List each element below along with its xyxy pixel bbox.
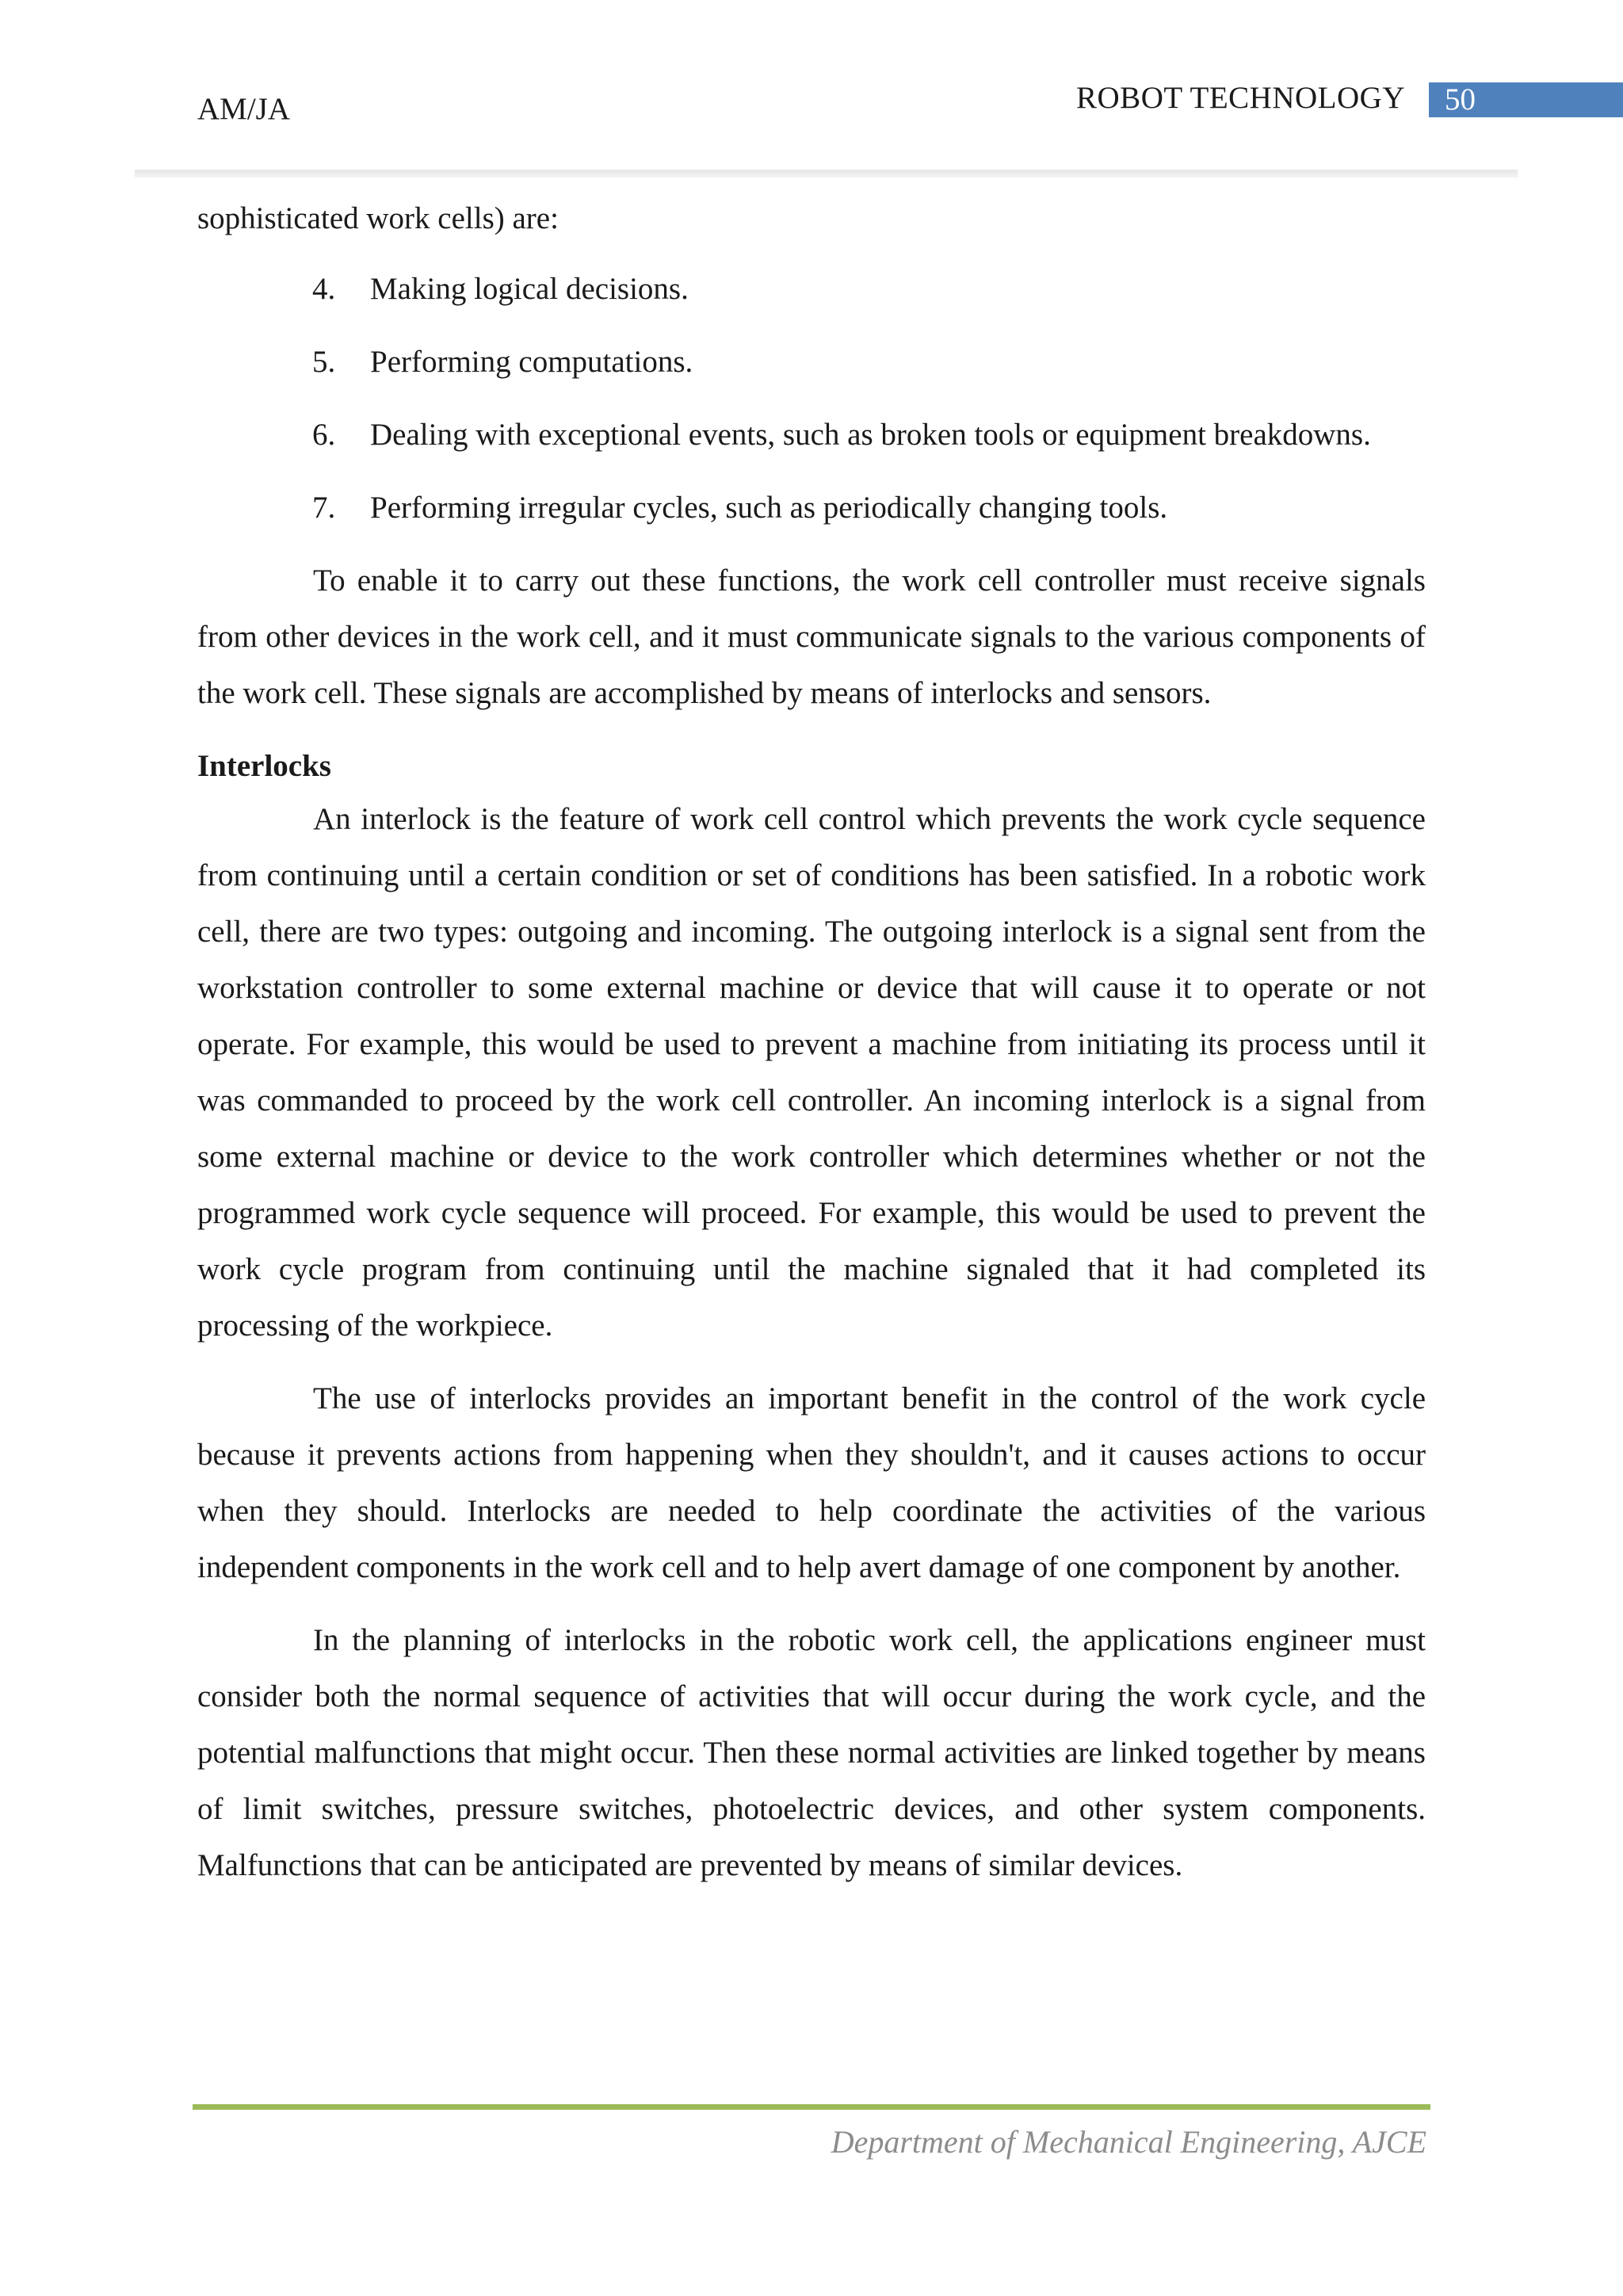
section-heading-interlocks: Interlocks — [197, 749, 331, 783]
paragraph-interlock-benefits: The use of interlocks provides an important benefit in the control of the work cycle because it prevents actions from happening when they shouldn't, and it causes actions to occur when they should. Interlocks are needed to help coordinate the activities of the various independent components in the work cell and to help avert damage of one component by another. — [197, 1381, 1426, 1584]
list-item — [197, 407, 1426, 463]
list-item-number: 4. — [312, 272, 336, 306]
list-item-text: Performing computations. — [370, 345, 693, 379]
list-item-text: Making logical decisions. — [370, 272, 689, 306]
page-number-badge — [1429, 82, 1623, 117]
footer-divider — [193, 2104, 1430, 2110]
list-item — [197, 334, 1426, 390]
page-body — [197, 190, 1426, 1893]
header-author-initials: AM/JA — [197, 92, 291, 126]
list-item-number: 6. — [312, 418, 336, 452]
list-item — [197, 261, 1426, 317]
list-item-text: Dealing with exceptional events, such as broken tools or equipment breakdowns. — [370, 418, 1371, 452]
list-item-text: Performing irregular cycles, such as periodically changing tools. — [370, 491, 1168, 525]
list-item-number: 7. — [312, 491, 336, 525]
list-item-number: 5. — [312, 345, 336, 379]
header-divider — [135, 170, 1518, 178]
intro-line: sophisticated work cells) are: — [197, 201, 559, 235]
footer-department: Department of Mechanical Engineering, AJCE — [831, 2124, 1426, 2160]
paragraph-controller-signals: To enable it to carry out these functions, the work cell controller must receive signals from other devices in the work cell, and it must communicate signals to the various components of the work cell. These signals are accomplished by means of interlocks and sensors. — [197, 563, 1426, 710]
page-number: 50 — [1445, 82, 1476, 117]
paragraph-interlock-definition: An interlock is the feature of work cell control which prevents the work cycle sequence from continuing until a certain condition or set of conditions has been satisfied. In a robotic work cell, there are two types: outgoing and incoming. The outgoing interlock is a signal sent from the workstation controller to some external machine or device that will cause it to operate or not operate. For example, this would be used to prevent a machine from initiating its process until it was commanded to proceed by the work cell controller. An incoming interlock is a signal from some external machine or device to the work controller which determines whether or not the programmed work cycle sequence will proceed. For example, this would be used to prevent the work cycle program from continuing until the machine signaled that it had completed its processing of the workpiece. — [197, 802, 1426, 1343]
header-title: ROBOT TECHNOLOGY — [1076, 81, 1405, 115]
function-list — [197, 261, 1426, 536]
list-item — [197, 479, 1426, 536]
paragraph-interlock-planning: In the planning of interlocks in the robotic work cell, the applications engineer must consider both the normal sequence of activities that will occur during the work cycle, and the potential malfunctions that might occur. Then these normal activities are linked together by means of limit switches, pressure switches, photoelectric devices, and other system components. Malfunctions that can be anticipated are prevented by means of similar devices. — [197, 1623, 1426, 1882]
